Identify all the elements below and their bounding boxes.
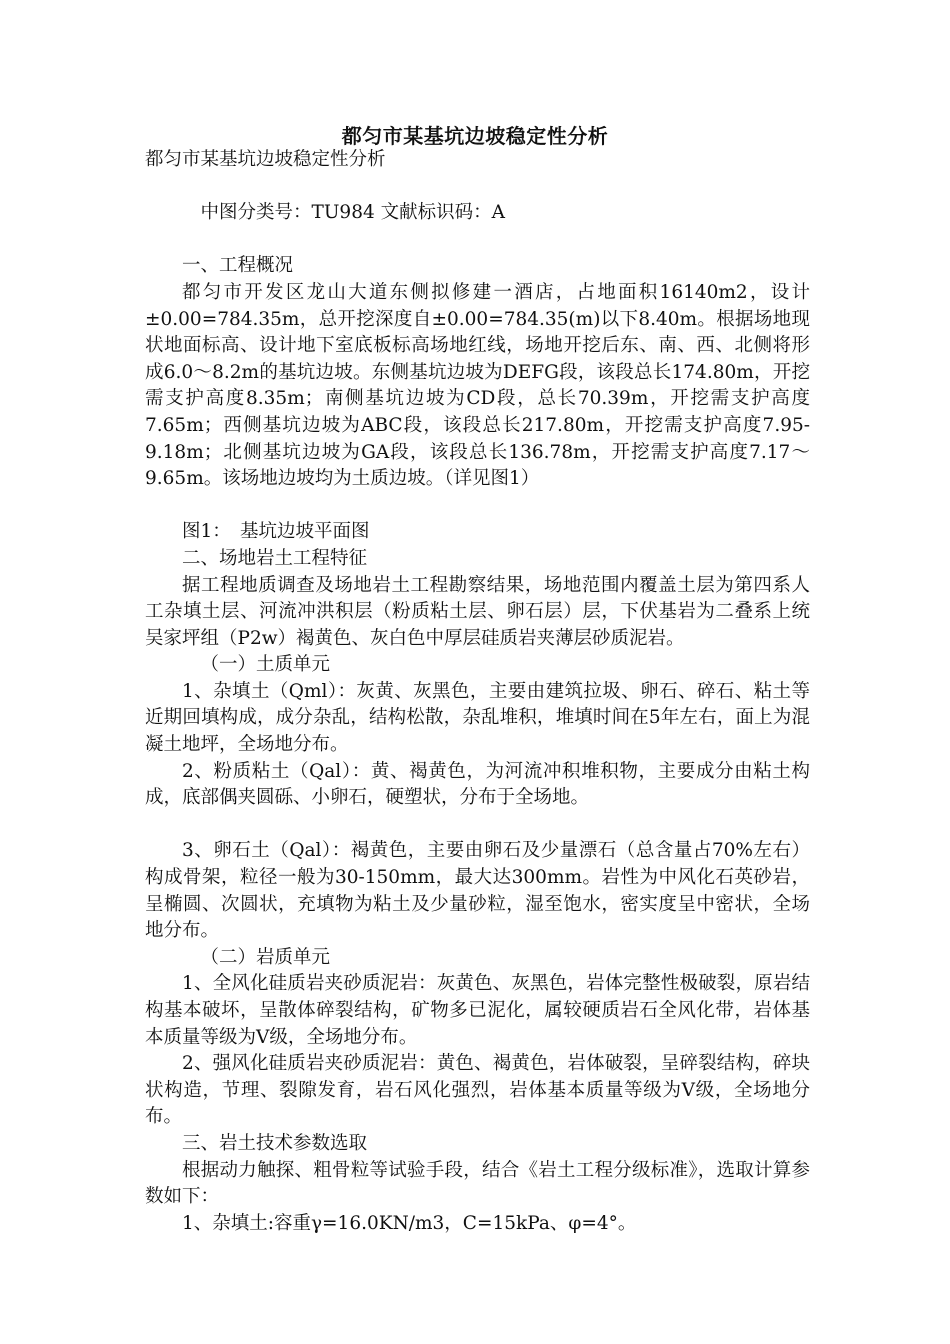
section-heading-1: 一、工程概况 [182,255,294,277]
subsection-heading-rock: （二）岩质单元 [200,946,331,968]
paragraph-pebble-soil: 3、卵石土（Qal）：褐黄色，主要由卵石及少量漂石（总含量占70%左右）构成骨架，粒径一般为30-150mm，最大达300mm。岩性为中风化石英砂岩，呈椭圆、次圆状，充填物为粘土及少量砂粒，湿至饱水，密实度呈中密状，全场地分布。 [145,840,810,942]
document-body [145,147,810,1237]
paragraph-project-overview: 都匀市开发区龙山大道东侧拟修建一酒店，占地面积16140m2，设计±0.00=784.35m，总开挖深度自±0.00=784.35(m)以下8.40m。根据场地现状地面标高、设计地下室底板标高场地红线，场地开挖后东、南、西、北侧将形成6.0～8.2m的基坑边坡。东侧基坑边坡为DEFG段，该段总长174.80m，开挖需支护高度8.35m；南侧基坑边坡为CD段，总长70.39m，开挖需支护高度7.65m；西侧基坑边坡为ABC段，该段总长217.80m，开挖需支护高度7.95-9.18m；北侧基坑边坡为GA段，该段总长136.78m，开挖需支护高度7.17～9.65m。该场地边坡均为土质边坡。（详见图1） [145,281,810,490]
spacer [145,227,810,254]
spacer [145,812,810,839]
spacer [145,174,810,201]
document-title: 都匀市某基坑边坡稳定性分析 [341,124,609,148]
paragraph-fully-weathered-rock: 1、全风化硅质岩夹砂质泥岩：灰黄色、灰黑色，岩体完整性极破裂，原岩结构基本破坏，呈散体碎裂结构，矿物多已泥化，属较硬质岩石全风化带，岩体基本质量等级为Ⅴ级，全场地分布。 [145,973,810,1048]
classification-line: 中图分类号：TU984 文献标识码：A [200,202,505,224]
paragraph-fill-soil: 1、杂填土（Qml）：灰黄、灰黑色，主要由建筑拉圾、卵石、碎石、粘土等近期回填构成，成分杂乱，结构松散，杂乱堆积，堆填时间在5年左右，面上为混凝土地坪，全场地分布。 [145,680,810,756]
section-heading-2: 二、场地岩土工程特征 [182,547,368,569]
paragraph-parameter-selection: 根据动力触探、粗骨粒等试验手段，结合《岩土工程分级标准》，选取计算参数如下： [145,1159,810,1208]
paragraph-geology: 据工程地质调查及场地岩土工程勘察结果，场地范围内覆盖土层为第四系人工杂填土层、河流冲洪积层（粉质粘土层、卵石层）层，下伏基岩为二叠系上统吴家坪组（P2w）褐黄色、灰白色中厚层硅质岩夹薄层砂质泥岩。 [145,574,810,649]
paragraph-fill-parameters: 1、杂填土:容重γ=16.0KN/m3，C=15kPa、φ=4°。 [182,1212,637,1234]
subtitle-paragraph: 都匀市某基坑边坡稳定性分析 [145,149,386,170]
paragraph-strongly-weathered-rock: 2、强风化硅质岩夹砂质泥岩：黄色、褐黄色，岩体破裂，呈碎裂结构，碎块状构造，节理、裂隙发育，岩石风化强烈，岩体基本质量等级为Ⅴ级，全场地分布。 [145,1053,810,1128]
subsection-heading-soil: （一）土质单元 [200,654,331,676]
paragraph-silty-clay: 2、粉质粘土（Qal）：黄、褐黄色，为河流冲积堆积物，主要成分由粘土构成，底部偶夹圆砾、小卵石，硬塑状，分布于全场地。 [145,760,810,809]
section-heading-3: 三、岩土技术参数选取 [182,1132,368,1154]
spacer [145,493,810,520]
figure-caption: 图1： 基坑边坡平面图 [182,521,370,543]
